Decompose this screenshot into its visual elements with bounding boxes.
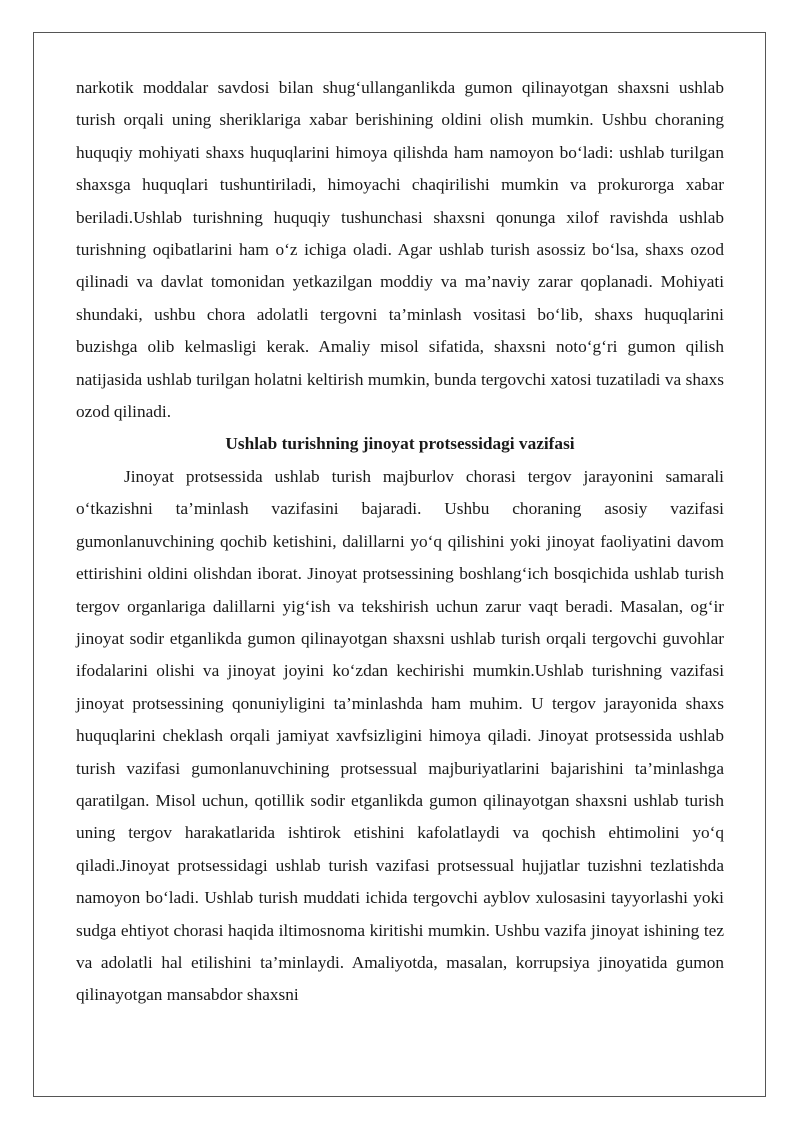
body-paragraph: Jinoyat protsessida ushlab turish majburlov chorasi tergov jarayonini samarali o‘tkazishni ta’minlash vazifasini bajaradi. Ushbu choraning asosiy vazifasi gumonlanuvchining qochib ketishini, dalillarni yo‘q qilishini yoki jinoyat faoliyatini davom ettirishini oldini olishdan iborat. Jinoyat protsessining boshlang‘ich bosqichida ushlab turish tergov organlariga dalillarni yig‘ish va tekshirish uchun zarur vaqt beradi. Masalan, og‘ir jinoyat sodir etganlikda gumon qilinayotgan shaxsni ushlab turish orqali tergovchi guvohlar ifodalarini olishi va jinoyat joyini ko‘zdan kechirishi mumkin.Ushlab turishning vazifasi jinoyat protsessining qonuniyligini ta’minlashda ham muhim. U tergov jarayonida shaxs huquqlarini cheklash orqali jamiyat xavfsizligini himoya qiladi. Jinoyat protsessida ushlab turish vazifasi gumonlanuvchining protsessual majburiyatlarini bajarishini ta’minlashga qaratilgan. Misol uchun, qotillik sodir etganlikda gumon qilinayotgan shaxsni ushlab turish uning tergov harakatlarida ishtirok etishini kafolatlaydi va qochish ehtimolini yo‘q qiladi.Jinoyat protsessidagi ushlab turish vazifasi protsessual hujjatlar tuzishni tezlatishda namoyon bo‘ladi. Ushlab turish muddati ichida tergovchi ayblov xulosasini tayyorlashi yoki sudga ehtiyot chorasi haqida iltimosnoma kiritishi mumkin. Ushbu vazifa jinoyat ishining tez va adolatli hal etilishini ta’minlaydi. Amaliyotda, masalan, korrupsiya jinoyatida gumon qilinayotgan mansabdor shaxsni — [76, 466, 724, 1005]
section-heading: Ushlab turishning jinoyat protsessidagi vazifasi — [225, 434, 575, 454]
body-paragraph: narkotik moddalar savdosi bilan shug‘ullanganlikda gumon qilinayotgan shaxsni ushlab turish orqali uning sheriklariga xabar berishining oldini olish mumkin. Ushbu choraning huquqiy mohiyati shaxs huquqlarini himoya qilishda ham namoyon bo‘ladi: ushlab turilgan shaxsga huquqlari tushuntiriladi, himoyachi chaqirilishi mumkin va prokurorga xabar beriladi.Ushlab turishning huquqiy tushunchasi shaxsni qonunga xilof ravishda ushlab turishning oqibatlarini ham o‘z ichiga oladi. Agar ushlab turish asossiz bo‘lsa, shaxs ozod qilinadi va davlat tomonidan yetkazilgan moddiy va ma’naviy zarar qoplanadi. Mohiyati shundaki, ushbu chora adolatli tergovni ta’minlash vositasi bo‘lib, shaxs huquqlarini buzishga olib kelmasligi kerak. Amaliy misol sifatida, shaxsni noto‘g‘ri gumon qilish natijasida ushlab turilgan holatni keltirish mumkin, bunda tergovchi xatosi tuzatiladi va shaxs ozod qilinadi. — [76, 78, 724, 422]
document-body — [76, 72, 724, 1012]
